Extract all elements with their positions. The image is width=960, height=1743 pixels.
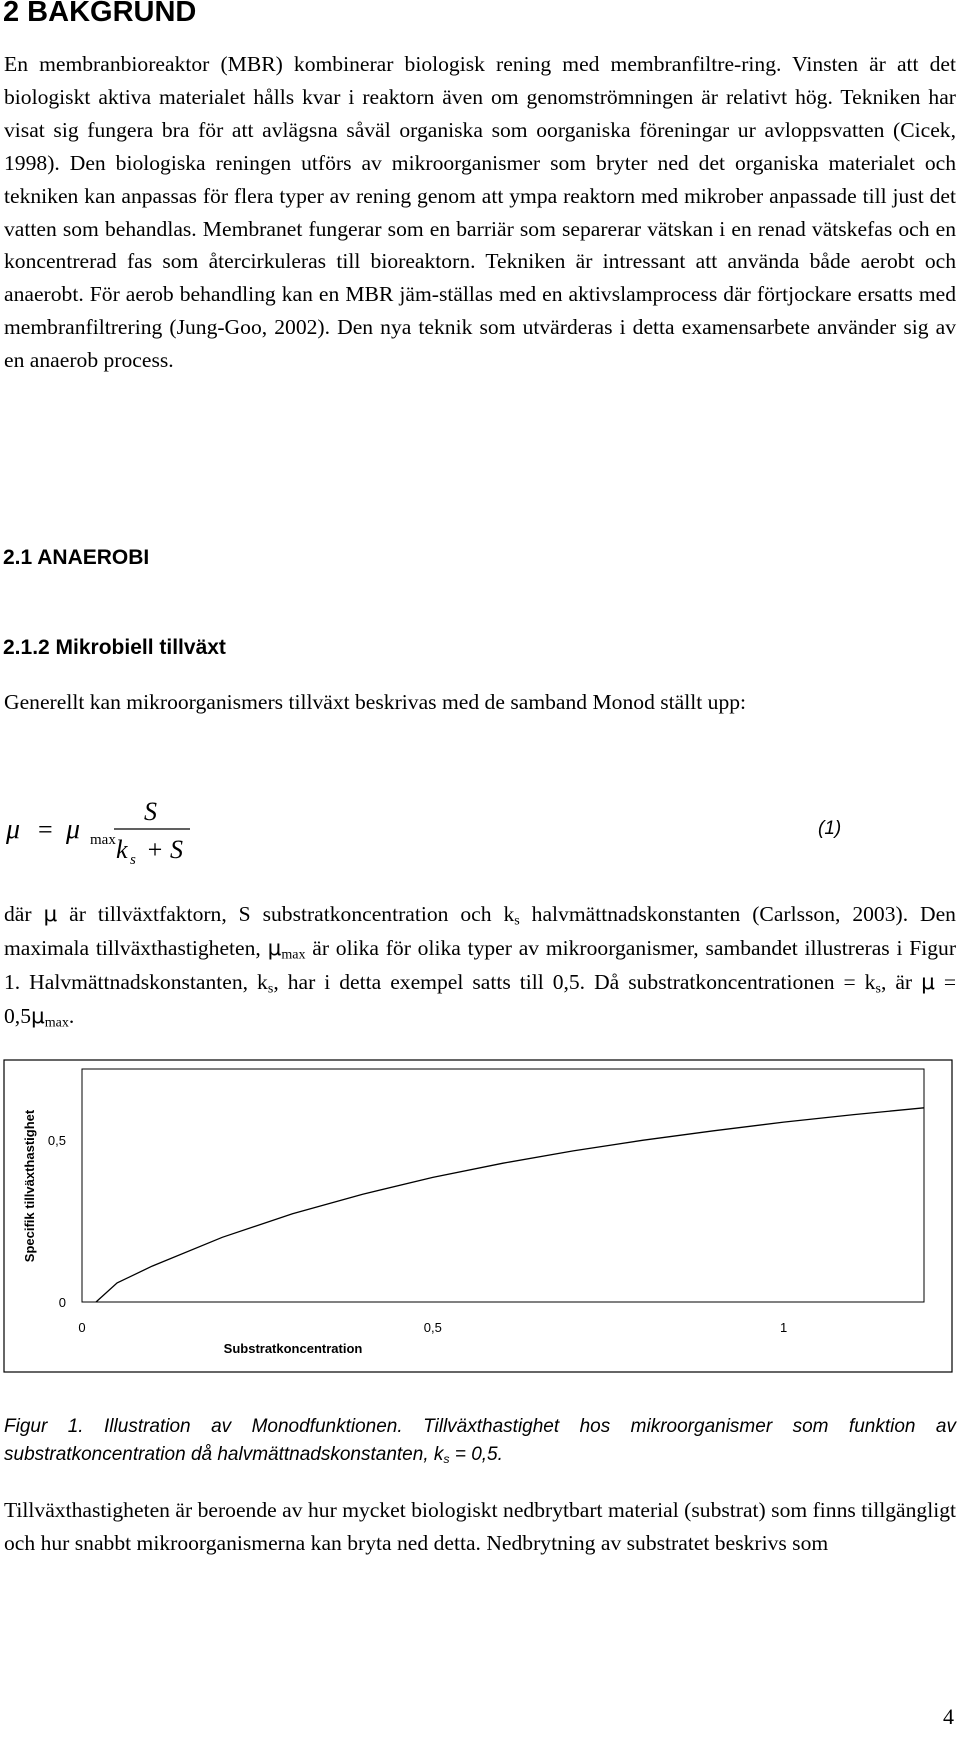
y-axis-label: Specifik tillväxthastighet [22,1109,37,1263]
x-tick-label: 0 [78,1320,86,1335]
eq-den-k: k [116,835,128,864]
page-number: 4 [943,1704,954,1729]
plot-area [82,1069,924,1302]
eq-lhs: μ [6,814,21,845]
figure-caption: Figur 1. Illustration av Monodfunktionen. Tillväxthastighet hos mikroorganismer som funktion av substratkoncentration då halvmättnadskonstanten, $k_s = 0,5$. [4,1416,956,1467]
y-tick-label: 0 [58,1295,66,1310]
subsection-heading: 2.1 ANAEROBI [3,546,150,569]
subsubsection-heading: 2.1.2 Mikrobiell tillväxt [3,636,226,659]
monod-figure [0,1058,960,1378]
equation-number: (1) [818,818,842,839]
x-axis-label: Substratkoncentration [223,1341,363,1356]
y-tick-label: 0,5 [47,1133,66,1149]
eq-mu: μ [66,814,81,845]
section-paragraph: En membranbioreaktor (MBR) kombinerar biologisk rening med membranfiltre-ring. Vinsten är att det biologiskt aktiva materialet hålls kvar i reaktorn även om genomströmningen är relativt hög. Tekniken har visat sig fungera bra för att avlägsna såväl organiska som oorganiska föreningar ur avloppsvatten (Cicek, 1998). Den biologiska reningen utförs av mikroorganismer som bryter ned det organiska materialet och tekniken kan anpassas för flera typer av rening genom att ympa reaktorn med mikrober anpassade till just det vatten som behandlas. Membranet fungerar som en barriär som separerar vätskan i en renad vätskefas och en koncentrerad fas som återcirkuleras till bioreaktorn. Tekniken är intressant att använda både aerobt och anaerobt. För aerob behandling kan en MBR jäm-ställas med en aktivslamprocess där förtjockare ersatts med membranfiltrering (Jung-Goo, 2002). Den nya teknik som utvärderas i detta examensarbete använder sig av en anaerob process. [4,52,956,373]
explanation-paragraph: där μ är tillväxtfaktorn, S substratkoncentration och $k_s$ halvmättnadskonstanten (Carlsson, 2003). Den maximala tillväxthastigheten, $\mu_{max}$ är olika för olika typer av mikroorganismer, sambandet illustreras i Figur 1. Halvmättnadskonstanten, $k_s$, har i detta exempel satts till 0,5. Då substratkoncentrationen = $k_s$, är $\mu = 0,5\mu_{max}$. [4,902,957,1031]
x-tick-label: 1 [780,1320,788,1335]
eq-den-k-sub: s [130,852,136,868]
monod-equation [0,780,960,880]
eq-mu-sub: max [90,832,116,848]
section-heading: 2 BAKGRUND [3,0,197,28]
intro-paragraph: Generellt kan mikroorganismers tillväxt beskrivas med de samband Monod ställt upp: [4,690,747,714]
x-tick-label: 0,5 [423,1320,442,1335]
eq-den-plus-s: + S [146,835,184,864]
eq-equals: = [38,815,53,844]
eq-numerator: S [144,797,157,826]
closing-paragraph: Tillväxthastigheten är beroende av hur mycket biologiskt nedbrytbart material (substrat) som finns tillgängligt och hur snabbt mikroorganismerna kan bryta ned detta. Nedbrytning av substratet beskrivs som [4,1498,956,1555]
